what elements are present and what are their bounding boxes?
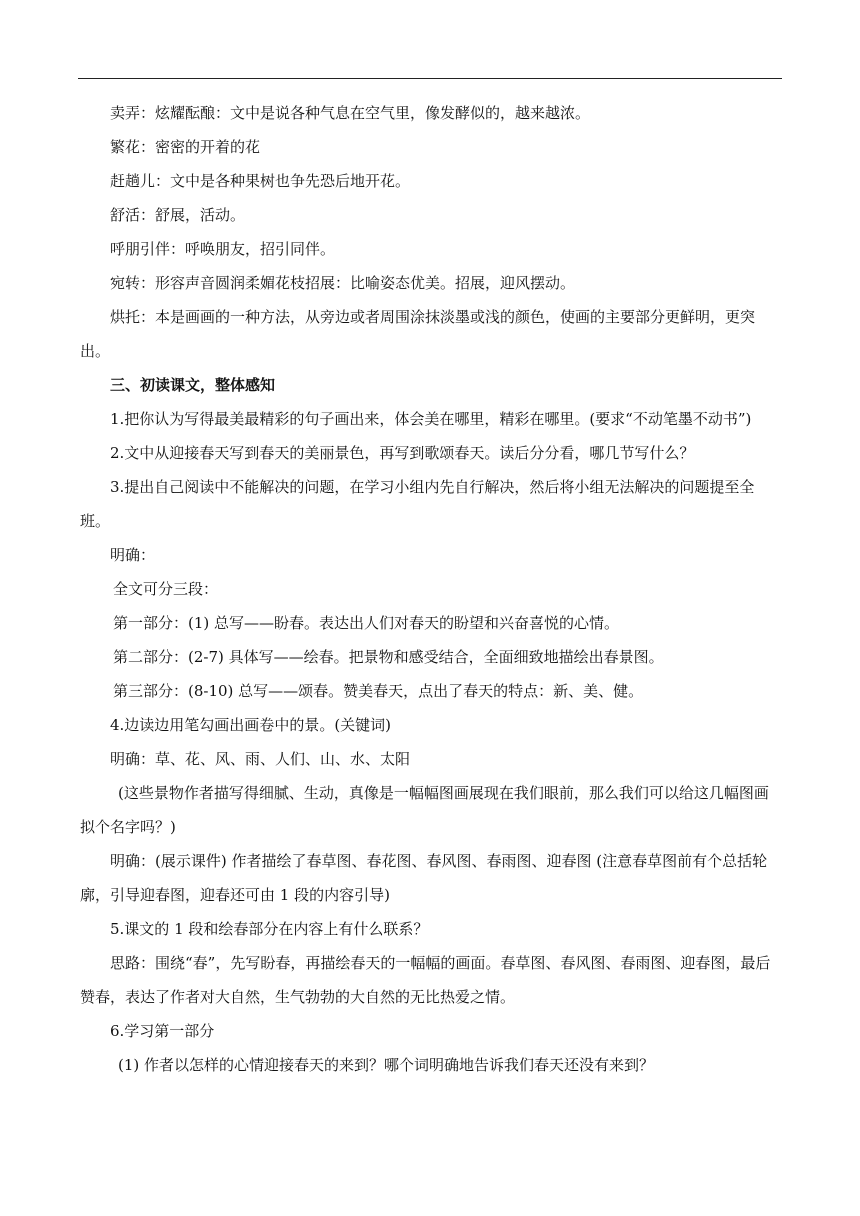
question-1: 1.把你认为写得最美最精彩的句子画出来，体会美在哪里，精彩在哪里。(要求“不动笔墨不动书”) — [110, 410, 752, 428]
vocab-line: 舒活：舒展，活动。 — [110, 206, 246, 224]
vocab-line: 赶趟儿：文中是各种果树也争先恐后地开花。 — [110, 172, 411, 190]
part-1: 第一部分：(1) 总写——盼春。表达出人们对春天的盼望和兴奋喜悦的心情。 — [113, 614, 620, 632]
header-rule — [78, 78, 782, 79]
vocab-line: 宛转：形容声音圆润柔媚花枝招展：比喻姿态优美。招展，迎风摆动。 — [110, 274, 576, 292]
vocab-line: 烘托：本是画画的一种方法，从旁边或者周围涂抹淡墨或浅的颜色，使画的主要部分更鲜明，更突出。 — [80, 308, 756, 360]
question-5: 5.课文的 1 段和绘春部分在内容上有什么联系？ — [110, 920, 429, 938]
part-2: 第二部分：(2-7) 具体写——绘春。把景物和感受结合，全面细致地描绘出春景图。 — [113, 648, 664, 666]
question-4-answer: 明确：草、花、风、雨、人们、山、水、太阳 — [110, 750, 411, 768]
question-5-answer: 思路：围绕“春”，先写盼春，再描绘春天的一幅幅的画面。春草图、春风图、春雨图、迎春图，最后赞春，表达了作者对大自然，生气勃勃的大自然的无比热爱之情。 — [80, 954, 771, 1006]
part-3: 第三部分：(8-10) 总写——颂春。赞美春天，点出了春天的特点：新、美、健。 — [113, 682, 644, 700]
section-heading: 三、初读课文，整体感知 — [110, 376, 276, 394]
question-3: 3.提出自己阅读中不能解决的问题，在学习小组内先自行解决，然后将小组无法解决的问题提至全班。 — [80, 478, 755, 530]
question-4: 4.边读边用笔勾画出画卷中的景。(关键词) — [110, 716, 392, 734]
question-4-answer-2: 明确：(展示课件) 作者描绘了春草图、春花图、春风图、春雨图、迎春图 (注意春草图前有个总括轮廓，引导迎春图，迎春还可由 1 段的内容引导) — [80, 852, 768, 904]
question-6-sub-1: (1) 作者以怎样的心情迎接春天的来到？哪个词明确地告诉我们春天还没有来到？ — [118, 1056, 655, 1074]
vocab-line: 繁花：密密的开着的花 — [110, 138, 261, 156]
vocab-line: 呼朋引伴：呼唤朋友，招引同伴。 — [110, 240, 336, 258]
question-6: 6.学习第一部分 — [110, 1022, 215, 1040]
parts-intro: 全文可分三段： — [113, 580, 219, 598]
question-2: 2.文中从迎接春天写到春天的美丽景色，再写到歌颂春天。读后分分看，哪几节写什么？ — [110, 444, 695, 462]
clarify-label: 明确： — [110, 546, 156, 564]
document-body — [80, 96, 780, 1082]
vocab-line: 卖弄：炫耀酝酿：文中是说各种气息在空气里，像发酵似的，越来越浓。 — [110, 104, 591, 122]
question-4-note: (这些景物作者描写得细腻、生动，真像是一幅幅图画展现在我们眼前，那么我们可以给这几幅图画拟个名字吗？) — [80, 784, 769, 836]
